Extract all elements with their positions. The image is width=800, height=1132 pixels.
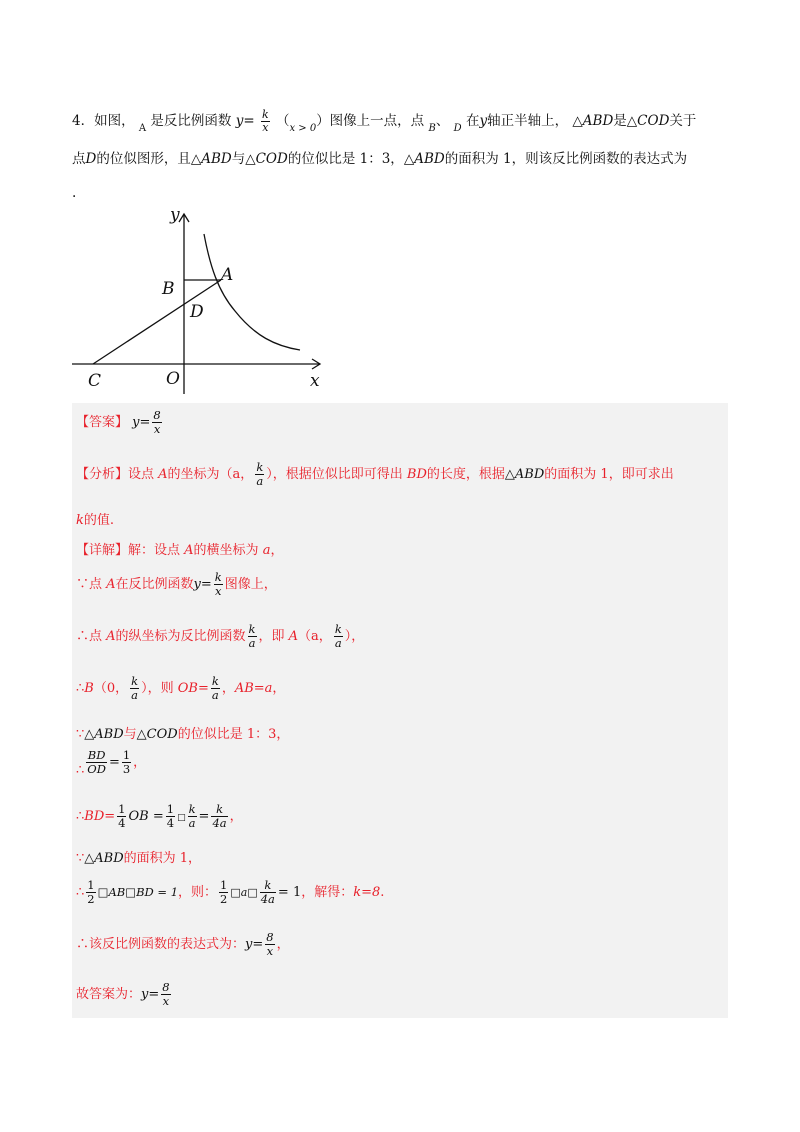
frac-num: k (214, 570, 222, 584)
text: ∴该反比例函数的表达式为： (76, 937, 246, 952)
axis-y: y (479, 113, 488, 129)
text: ∴点 (76, 629, 107, 644)
detail-line-4 (76, 675, 285, 702)
fraction (166, 803, 175, 830)
fraction (334, 623, 343, 650)
math: A (184, 543, 194, 558)
math: □ (177, 813, 186, 823)
math: △ABD (84, 727, 124, 742)
text: 是 (613, 113, 627, 129)
triangle-cod: △COD (626, 113, 670, 129)
frac-den: 4 (118, 816, 126, 830)
fraction (248, 623, 257, 650)
fraction (86, 749, 107, 776)
text: . (380, 885, 385, 900)
text: （0， (93, 681, 129, 696)
detail-line-2 (76, 571, 277, 598)
frac-num: k (248, 622, 256, 636)
text: 的面积为 1， (123, 851, 202, 866)
math: = (198, 809, 210, 824)
text: ∵ (76, 727, 85, 742)
segment-ac (93, 280, 221, 364)
detail-line-7 (76, 803, 243, 830)
text: ），则 (141, 681, 178, 696)
text: ）， (344, 629, 365, 644)
text: ， (221, 681, 235, 696)
math: BD= (84, 809, 116, 824)
math: a (262, 543, 271, 558)
frac-num: 1 (118, 802, 126, 816)
domain-expr: x > 0 (289, 123, 317, 134)
text: 在 (465, 113, 480, 129)
answer-line (76, 409, 164, 436)
analysis-line-2 (76, 509, 114, 528)
math: y= (245, 937, 264, 952)
math: □AB□BD = 1 (97, 885, 179, 899)
math: △COD (136, 727, 178, 742)
final-answer-line (76, 981, 173, 1008)
frac-den: 4a (212, 816, 227, 830)
frac-den: x (262, 121, 269, 134)
text: 的值. (83, 513, 115, 528)
fraction (255, 461, 264, 488)
text: 点 (72, 151, 86, 167)
func-eq: = (243, 113, 255, 129)
fraction (161, 981, 170, 1008)
frac-num: k (131, 674, 139, 688)
text: 的面积为 1，则该反比例函数的表达式为 (444, 151, 688, 167)
frac-num: k (188, 802, 196, 816)
fraction (219, 879, 228, 906)
math: OB= (177, 681, 209, 696)
math: = 1 (277, 885, 302, 900)
triangle-cod: △COD (245, 151, 288, 167)
fraction (130, 675, 139, 702)
frac-num: k (211, 803, 227, 817)
detail-tag: 【详解】 (76, 543, 129, 558)
frac-num: 1 (122, 748, 131, 762)
text: 故答案为： (76, 987, 142, 1002)
fraction (211, 803, 227, 830)
frac-den: a (248, 636, 256, 650)
math: k (76, 513, 84, 528)
math: BD (406, 467, 427, 482)
question-number: 4．如图， (72, 113, 135, 129)
text: ， (272, 681, 286, 696)
text: ∴ (76, 681, 85, 696)
point-d: D (85, 151, 97, 167)
func-y: y (235, 113, 244, 129)
text: （ (275, 113, 290, 129)
detail-line-8 (76, 847, 201, 866)
question-line-3: . (72, 185, 77, 201)
math: A (106, 629, 116, 644)
label-b: B (162, 279, 175, 299)
fraction (86, 879, 95, 906)
text: ， (229, 809, 243, 824)
answer-panel (72, 403, 728, 1018)
point-d: D (453, 123, 462, 134)
fraction (152, 409, 161, 436)
text: 的面积为 1，即可求出 (544, 467, 674, 482)
frac-den: 2 (87, 892, 95, 906)
math: △ABD (504, 467, 545, 482)
text: 的位似比是 1：3， (177, 727, 290, 742)
text: ， (133, 755, 147, 770)
frac-den: x (266, 944, 274, 958)
label-y: y (170, 206, 180, 225)
analysis-line-1 (76, 461, 674, 488)
frac-num: k (211, 674, 219, 688)
math: = (108, 755, 120, 770)
math: y= (193, 577, 212, 592)
frac-num: k (260, 879, 276, 893)
frac-den: a (188, 816, 196, 830)
point-a: A (138, 123, 147, 134)
frac-den: a (256, 474, 264, 488)
frac-den: OD (87, 762, 106, 776)
func-fraction (261, 109, 270, 134)
text: 图像上， (224, 577, 277, 592)
text: 的坐标为（a， (167, 467, 254, 482)
text: ），根据位似比即可得出 (266, 467, 407, 482)
triangle-abd: △ABD (190, 151, 232, 167)
frac-num: 1 (166, 802, 175, 816)
math: □a□ (230, 886, 258, 899)
triangle-abd: △ABD (403, 151, 445, 167)
detail-line-3 (76, 623, 364, 650)
frac-num: k (261, 108, 269, 121)
question-line-1 (72, 108, 696, 136)
label-d: D (190, 302, 204, 322)
detail-line-5 (76, 723, 289, 742)
math: y= (141, 987, 160, 1002)
text: 在反比例函数 (115, 577, 194, 592)
text: ∵点 (76, 577, 107, 592)
text: ， (276, 937, 290, 952)
text: 的长度，根据 (426, 467, 505, 482)
text: ， (270, 543, 284, 558)
text: ，解得： (301, 885, 354, 900)
text: 的位似图形，且 (96, 151, 191, 167)
fraction (211, 675, 220, 702)
fraction (188, 803, 197, 830)
frac-num: BD (87, 748, 106, 762)
text: ，即 (258, 629, 289, 644)
text: 关于 (669, 113, 697, 129)
text: ，则： (178, 885, 218, 900)
frac-den: a (131, 688, 139, 702)
frac-den: 4 (166, 816, 175, 830)
math: AB=a (234, 681, 273, 696)
frac-num: 8 (162, 980, 170, 994)
frac-num: k (334, 622, 342, 636)
detail-line-1 (76, 539, 283, 558)
math: A (288, 629, 299, 644)
label-o: O (166, 369, 180, 389)
frac-den: x (153, 422, 161, 436)
fraction (117, 803, 126, 830)
detail-line-6 (76, 749, 146, 776)
label-a: A (221, 265, 234, 285)
frac-num: 8 (153, 408, 161, 422)
text: 设点 (128, 467, 159, 482)
math: A (106, 577, 116, 592)
fraction (260, 879, 276, 906)
math: y= (132, 415, 151, 430)
text: ∴ (76, 809, 85, 824)
hyperbola-curve (204, 234, 300, 350)
fraction (214, 571, 223, 598)
text: 的横坐标为 (193, 543, 263, 558)
frac-den: a (334, 636, 342, 650)
detail-line-9 (76, 879, 384, 906)
label-x: x (310, 371, 320, 391)
frac-den: 3 (122, 762, 131, 776)
frac-den: a (211, 688, 219, 702)
text: ∴ (76, 763, 85, 778)
detail-line-10 (76, 931, 290, 958)
label-c: C (88, 371, 102, 391)
math: A (158, 467, 168, 482)
question-line-2 (72, 146, 687, 172)
math: B (84, 681, 94, 696)
frac-num: 1 (220, 878, 228, 892)
text: 的纵坐标为反比例函数 (115, 629, 246, 644)
text: ∵ (76, 851, 85, 866)
frac-num: 1 (87, 878, 95, 892)
text: 与 (231, 151, 246, 167)
fraction (265, 931, 274, 958)
frac-den: 4a (260, 892, 275, 906)
geometry-figure (70, 206, 340, 396)
frac-den: x (215, 584, 222, 598)
text: 的位似比是 1：3， (287, 151, 404, 167)
text: ∴ (76, 885, 85, 900)
point-b: B (428, 123, 436, 134)
frac-den: x (162, 994, 170, 1008)
text: 、 (435, 113, 450, 129)
math: △ABD (84, 851, 124, 866)
text: ）图像上一点，点 (316, 113, 425, 129)
answer-tag: 【答案】 (76, 415, 129, 430)
triangle-abd: △ABD (572, 113, 614, 129)
fraction (122, 749, 131, 776)
analysis-tag: 【分析】 (76, 467, 129, 482)
text: 与 (123, 727, 137, 742)
text: 解：设点 (128, 543, 185, 558)
math: k=8 (353, 885, 381, 900)
text: 轴正半轴上， (487, 113, 569, 129)
frac-num: k (256, 460, 264, 474)
text: （a， (298, 629, 332, 644)
text: 是反比例函数 (150, 113, 232, 129)
frac-num: 8 (266, 930, 274, 944)
frac-den: 2 (220, 892, 228, 906)
math: OB = (128, 809, 164, 824)
